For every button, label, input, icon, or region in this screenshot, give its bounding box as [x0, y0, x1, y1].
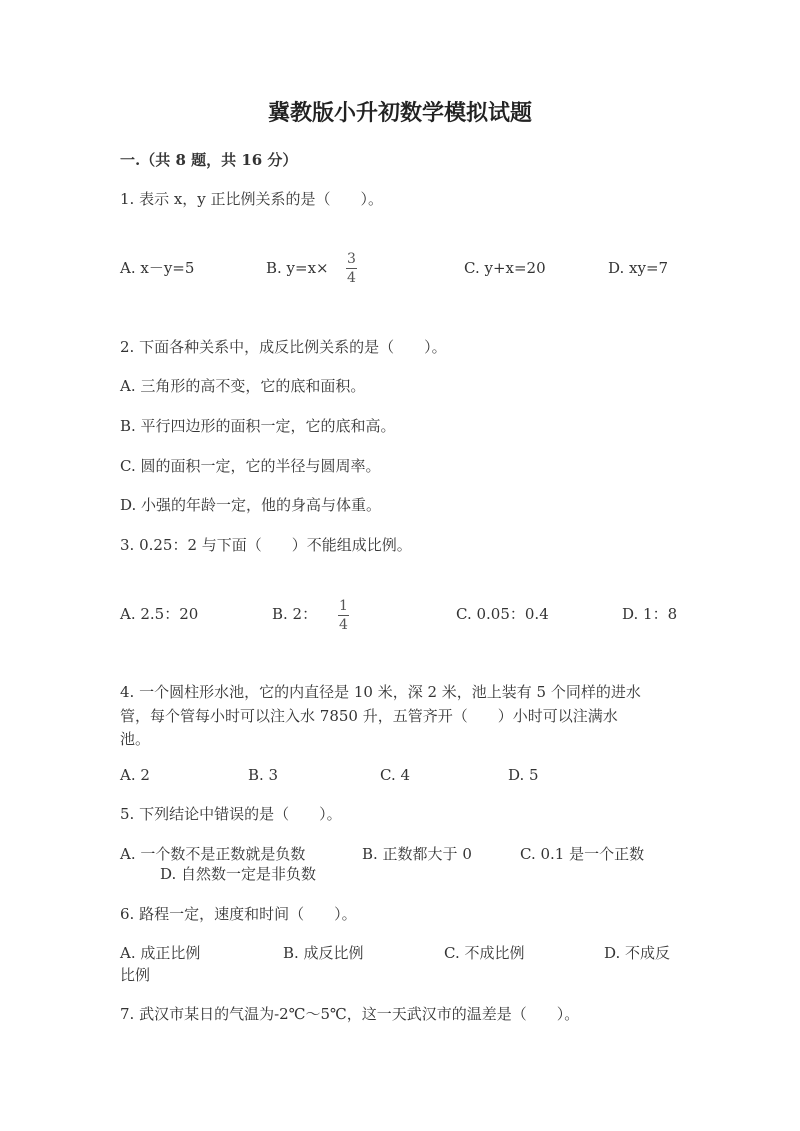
- fraction-bar: [338, 615, 349, 616]
- question-7-stem: 7. 武汉市某日的气温为-2℃～5℃，这一天武汉市的温差是（ ）。: [120, 1005, 580, 1023]
- fraction-numerator: 3: [347, 251, 356, 267]
- question-3-option-c: C. 0.05：0.4: [456, 605, 549, 623]
- question-4-stem-line-1: 4. 一个圆柱形水池，它的内直径是 10 米，深 2 米，池上装有 5 个同样的进水: [120, 683, 641, 701]
- question-1-option-b: B. y=x×: [266, 259, 329, 277]
- question-3-stem: 3. 0.25：2 与下面（ ）不能组成比例。: [120, 536, 412, 554]
- question-5-option-a: A. 一个数不是正数就是负数: [120, 845, 306, 863]
- question-1-stem: 1. 表示 x，y 正比例关系的是（ ）。: [120, 190, 384, 208]
- question-1-option-b-fraction: [346, 251, 357, 286]
- question-4-option-c: C. 4: [380, 766, 411, 784]
- question-4-option-b: B. 3: [248, 766, 279, 784]
- question-6-option-c: C. 不成比例: [444, 944, 525, 962]
- fraction-numerator: 1: [339, 598, 348, 614]
- question-1-option-a: A. x－y=5: [120, 259, 195, 277]
- question-4-option-d: D. 5: [508, 766, 539, 784]
- question-4-stem-line-3: 池。: [120, 730, 151, 748]
- question-3-option-d: D. 1：8: [622, 605, 678, 623]
- question-5-option-b: B. 正数都大于 0: [362, 845, 472, 863]
- section-header: 一.（共 8 题，共 16 分）: [120, 151, 298, 169]
- fraction-denominator: 4: [339, 617, 348, 633]
- fraction-bar: [346, 268, 357, 269]
- question-1-option-c: C. y+x=20: [464, 259, 546, 277]
- question-2-option-c: C. 圆的面积一定，它的半径与圆周率。: [120, 457, 381, 475]
- question-6-stem: 6. 路程一定，速度和时间（ ）。: [120, 905, 357, 923]
- question-6-option-a: A. 成正比例: [120, 944, 201, 962]
- question-3-option-b-fraction: [338, 598, 349, 633]
- question-6-option-b: B. 成反比例: [283, 944, 364, 962]
- question-5-stem: 5. 下列结论中错误的是（ ）。: [120, 805, 342, 823]
- question-5-option-c: C. 0.1 是一个正数: [520, 845, 645, 863]
- question-6-option-d-continued: 比例: [120, 966, 151, 984]
- question-2-stem: 2. 下面各种关系中，成反比例关系的是（ ）。: [120, 338, 447, 356]
- page-title: 冀教版小升初数学模拟试题: [267, 100, 532, 126]
- question-4-stem-line-2: 管，每个管每小时可以注入水 7850 升，五管齐开（ ）小时可以注满水: [120, 707, 618, 725]
- question-2-option-b: B. 平行四边形的面积一定，它的底和高。: [120, 417, 396, 435]
- question-1-option-d: D. xy=7: [608, 259, 669, 277]
- question-2-option-d: D. 小强的年龄一定，他的身高与体重。: [120, 496, 382, 514]
- question-5-option-d: D. 自然数一定是非负数: [160, 865, 317, 883]
- question-3-option-b: B. 2：: [272, 605, 318, 623]
- question-4-option-a: A. 2: [120, 766, 150, 784]
- question-3-option-a: A. 2.5：20: [120, 605, 199, 623]
- question-2-option-a: A. 三角形的高不变，它的底和面积。: [120, 377, 366, 395]
- fraction-denominator: 4: [347, 270, 356, 286]
- question-6-option-d: D. 不成反: [604, 944, 671, 962]
